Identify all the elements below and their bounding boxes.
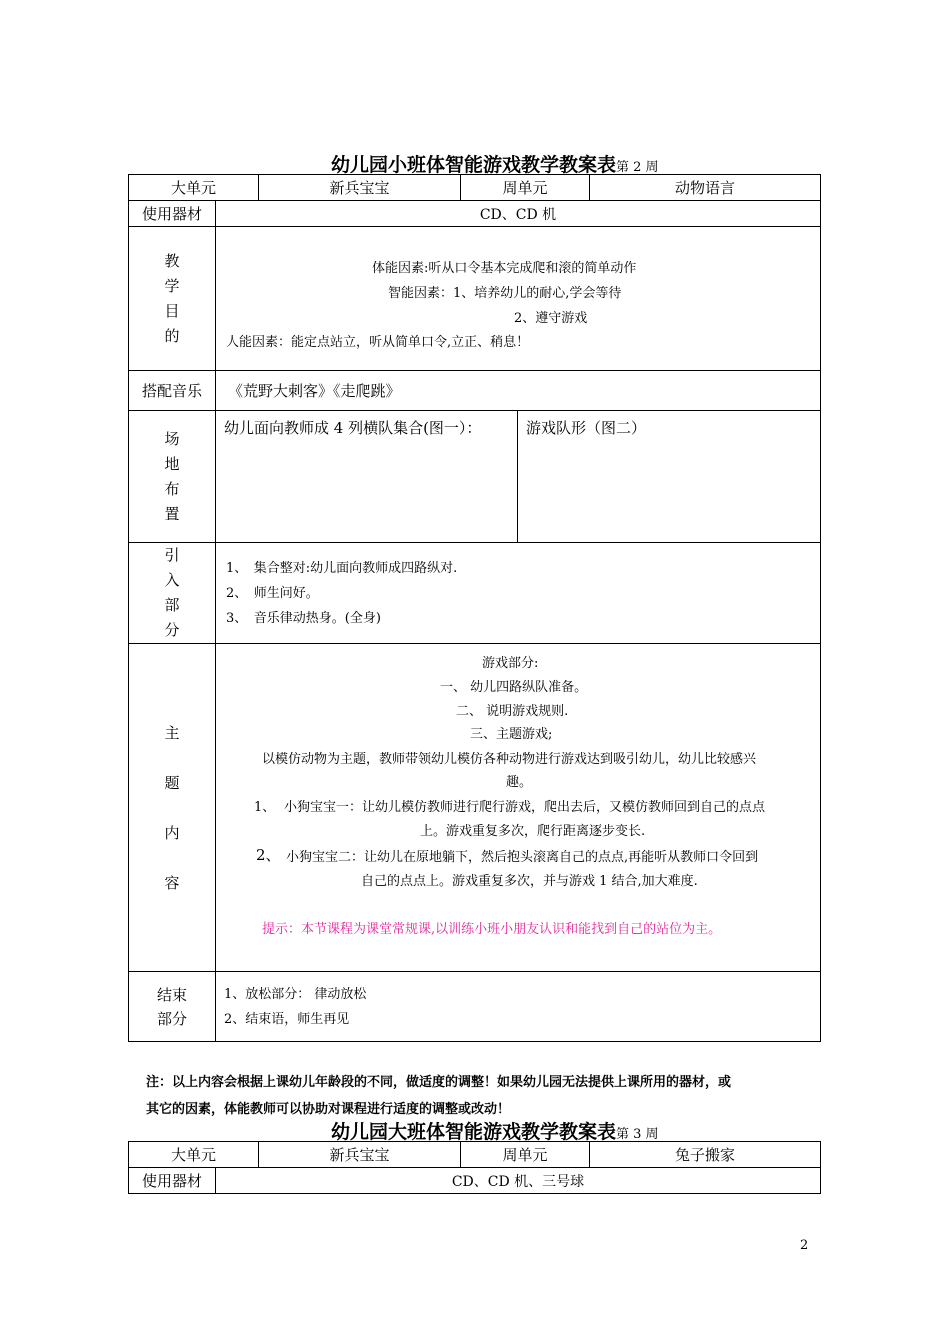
venue-label-char: 地 <box>164 454 180 473</box>
goal-intellectual-2: 2、遵守游戏 <box>514 311 588 326</box>
title-text: 幼儿园小班体智能游戏教学教案表 <box>331 154 617 176</box>
goal-physical: 体能因素:听从口令基本完成爬和滚的简单动作 <box>372 261 637 276</box>
goals-label-char: 的 <box>164 326 180 345</box>
ending-label-line: 部分 <box>156 1009 187 1028</box>
week-unit-label: 周单元 <box>461 1142 590 1168</box>
note-line: 其它的因素，体能教师可以协助对课程进行适度的调整或改动！ <box>146 1102 511 1117</box>
music-label: 搭配音乐 <box>129 371 216 411</box>
goal-personal: 人能因素：能定点站立，听从简单口令,立正、稍息！ <box>226 335 530 350</box>
intro-label-char: 入 <box>164 571 180 589</box>
intro-item: 2、 师生问好。 <box>226 585 319 601</box>
big-unit-value: 新兵宝宝 <box>259 175 461 201</box>
lesson-plan-title-2 <box>331 1117 659 1144</box>
game1-number: 1、 <box>254 800 276 815</box>
main-label-char: 主 <box>164 723 180 742</box>
note-line: 注：以上内容会根据上课幼儿年龄段的不同，做适度的调整！如果幼儿园无法提供上课所用的器材，或 <box>146 1075 732 1090</box>
venue-left: 幼儿面向教师成 4 列横队集合(图一）： <box>216 411 518 543</box>
game2-line2: 自己的点点上。游戏重复多次，并与游戏 1 结合,加大难度. <box>361 874 698 889</box>
venue-right: 游戏队形（图二） <box>518 411 821 543</box>
venue-label <box>129 411 216 543</box>
goals-label-char: 教 <box>164 251 180 270</box>
ending-item: 1、放松部分： 律动放松 <box>224 986 367 1002</box>
intro-label-char: 部 <box>164 596 180 614</box>
adjustment-note <box>146 1069 826 1123</box>
game-part-heading: 游戏部分: <box>482 656 539 671</box>
page-number: 2 <box>800 1238 809 1253</box>
ending-content <box>216 972 821 1042</box>
intro-item: 3、 音乐律动热身。(全身) <box>226 610 381 626</box>
game-step-1: 一、 幼儿四路纵队准备。 <box>440 680 588 695</box>
game-step-2: 二、 说明游戏规则. <box>456 704 569 719</box>
venue-label-char: 场 <box>164 429 180 448</box>
game-description: 以模仿动物为主题，教师带领幼儿模仿各种动物进行游戏达到吸引幼儿，幼儿比较感兴 <box>262 752 757 767</box>
main-label-char: 容 <box>164 873 180 892</box>
equipment-label: 使用器材 <box>129 201 216 227</box>
game-description-cont: 趣。 <box>506 775 533 790</box>
week-number: 第 3 周 <box>616 1127 659 1142</box>
title-text: 幼儿园大班体智能游戏教学教案表 <box>331 1121 617 1143</box>
goals-label-char: 目 <box>164 301 180 320</box>
main-label-char: 题 <box>164 773 180 792</box>
lesson-header-table-2 <box>128 1141 821 1168</box>
goals-label <box>129 227 216 371</box>
week-unit-value: 动物语言 <box>590 175 821 201</box>
music-value: 《荒野大刺客》《走爬跳》 <box>216 371 821 411</box>
game1-line1: 小狗宝宝一：让幼儿模仿教师进行爬行游戏，爬出去后，又模仿教师回到自己的点点 <box>284 800 766 815</box>
lesson-plan-title <box>331 150 659 177</box>
main-label-char: 内 <box>164 823 180 842</box>
ending-label <box>129 972 216 1042</box>
equipment-label: 使用器材 <box>129 1168 216 1194</box>
ending-label-line: 结束 <box>156 985 187 1004</box>
intro-label <box>129 543 216 644</box>
main-content <box>216 644 821 972</box>
equipment-value: CD、CD 机 <box>216 201 821 227</box>
lesson-plan-table <box>128 200 821 1042</box>
big-unit-label: 大单元 <box>129 1142 259 1168</box>
intro-item: 1、 集合整对:幼儿面向教师成四路纵对. <box>226 560 458 576</box>
ending-item: 2、结束语，师生再见 <box>224 1011 350 1027</box>
venue-label-char: 置 <box>164 504 180 523</box>
game-step-3: 三、主题游戏; <box>470 727 553 742</box>
intro-content <box>216 543 821 644</box>
lesson-plan-table-2 <box>128 1167 821 1194</box>
main-label <box>129 644 216 972</box>
equipment-value: CD、CD 机、三号球 <box>216 1168 821 1194</box>
lesson-header-table <box>128 174 821 201</box>
week-unit-value: 兔子搬家 <box>590 1142 821 1168</box>
intro-label-char: 分 <box>164 621 180 639</box>
goals-label-char: 学 <box>164 276 180 295</box>
intro-label-char: 引 <box>164 546 180 564</box>
game1-line2: 上。游戏重复多次，爬行距离逐步变长. <box>420 824 646 839</box>
game2-number: 2、 <box>256 846 281 864</box>
goals-content <box>216 227 821 371</box>
big-unit-label: 大单元 <box>129 175 259 201</box>
big-unit-value: 新兵宝宝 <box>259 1142 461 1168</box>
game2-line1: 小狗宝宝二：让幼儿在原地躺下，然后抱头滚离自己的点点,再能听从教师口令回到 <box>286 850 759 865</box>
week-number: 第 2 周 <box>616 160 659 175</box>
lesson-tip: 提示：本节课程为课堂常规课,以训练小班小朋友认识和能找到自己的站位为主。 <box>262 922 722 937</box>
week-unit-label: 周单元 <box>461 175 590 201</box>
goal-intellectual: 智能因素：1、培养幼儿的耐心,学会等待 <box>388 286 622 301</box>
venue-label-char: 布 <box>164 479 180 498</box>
